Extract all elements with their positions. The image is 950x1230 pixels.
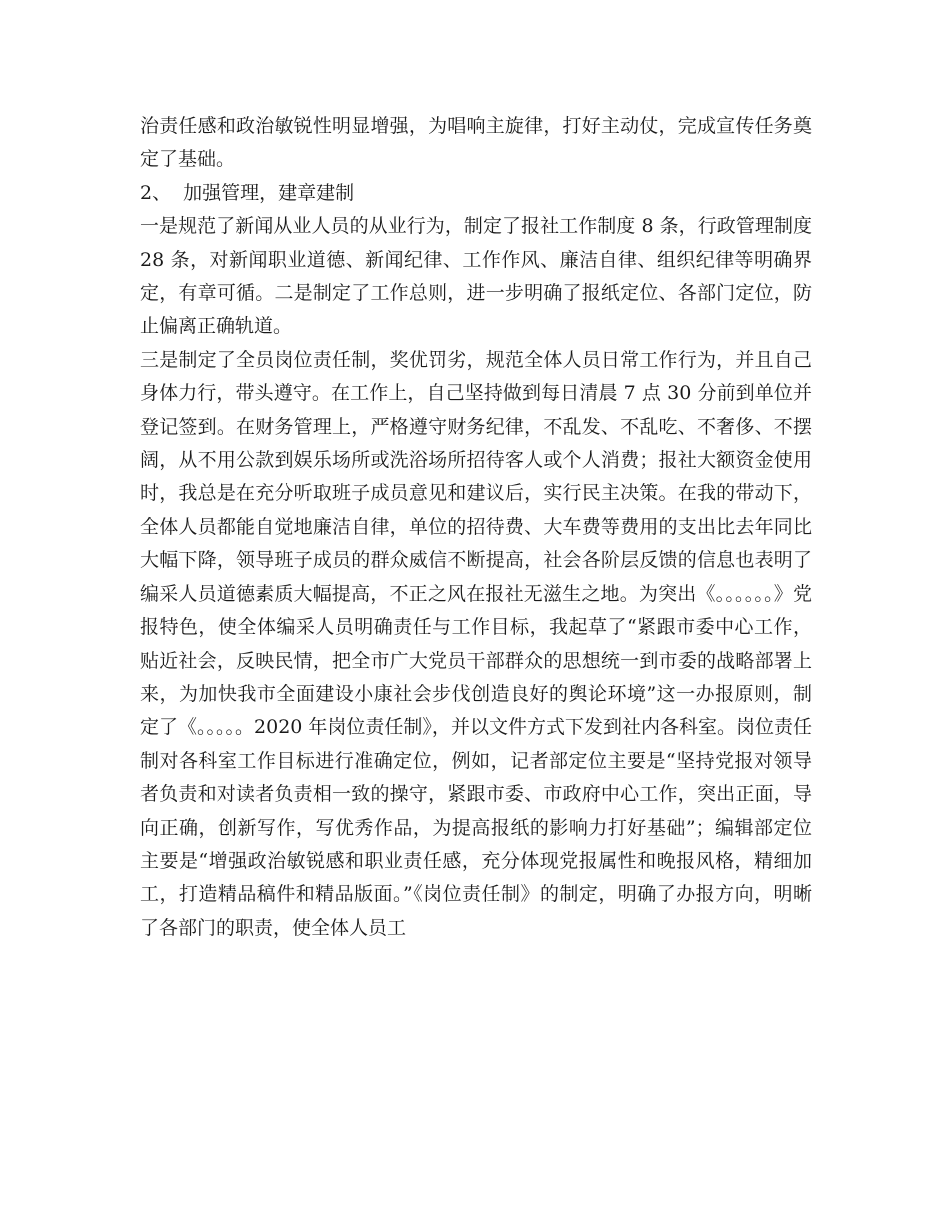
paragraph-responsibility: 三是制定了全员岗位责任制，奖优罚劣，规范全体人员日常工作行为，并且自己身体力行，带头遵守。在工作上，自己坚持做到每日清晨 7 点 30 分前到单位并登记签到。在财务管理上，严格遵守财务纪律，不乱发、不乱吃、不奢侈、不摆阔，从不用公款到娱乐场所或洗浴场所招待客人或个人消费；报社大额资金使用时，我总是在充分听取班子成员意见和建议后，实行民主决策。在我的带动下，全体人员都能自觉地廉洁自律，单位的招待费、大车费等费用的支出比去年同比大幅下降，领导班子成员的群众威信不断提高，社会各阶层反馈的信息也表明了编采人员道德素质大幅提高，不正之风在报社无滋生之地。为突出《。。。。。。》党报特色，使全体编采人员明确责任与工作目标，我起草了“紧跟市委中心工作，贴近社会，反映民情，把全市广大党员干部群众的思想统一到市委的战略部署上来，为加快我市全面建设小康社会步伐创造良好的舆论环境”这一办报原则，制定了《。。。。。2020 年岗位责任制》，并以文件方式下发到社内各科室。岗位责任制对各科室工作目标进行准确定位，例如，记者部定位主要是“坚持党报对领导者负责和对读者负责相一致的操守，紧跟市委、市政府中心工作，突出正面，导向正确，创新写作，写优秀作品，为提高报纸的影响力打好基础”；编辑部定位主要是“增强政治敏锐感和职业责任感，充分体现党报属性和晚报风格，精细加工，打造精品稿件和精品版面。”《岗位责任制》的制定，明确了办报方向，明晰了各部门的职责，使全体人员工 <box>140 348 812 939</box>
paragraph-continuation: 治责任感和政治敏锐性明显增强，为唱响主旋律，打好主动仗，完成宣传任务奠定了基础。 <box>140 115 812 171</box>
section-heading: 2、 加强管理，建章建制 <box>140 181 355 204</box>
document-page <box>140 110 812 945</box>
paragraph-regulations: 一是规范了新闻从业人员的从业行为，制定了报社工作制度 8 条，行政管理制度 28 条，对新闻职业道德、新闻纪律、工作作风、廉洁自律、组织纪律等明确界定，有章可循。二是制定了工作总则，进一步明确了报纸定位、各部门定位，防止偏离正确轨道。 <box>140 215 812 338</box>
